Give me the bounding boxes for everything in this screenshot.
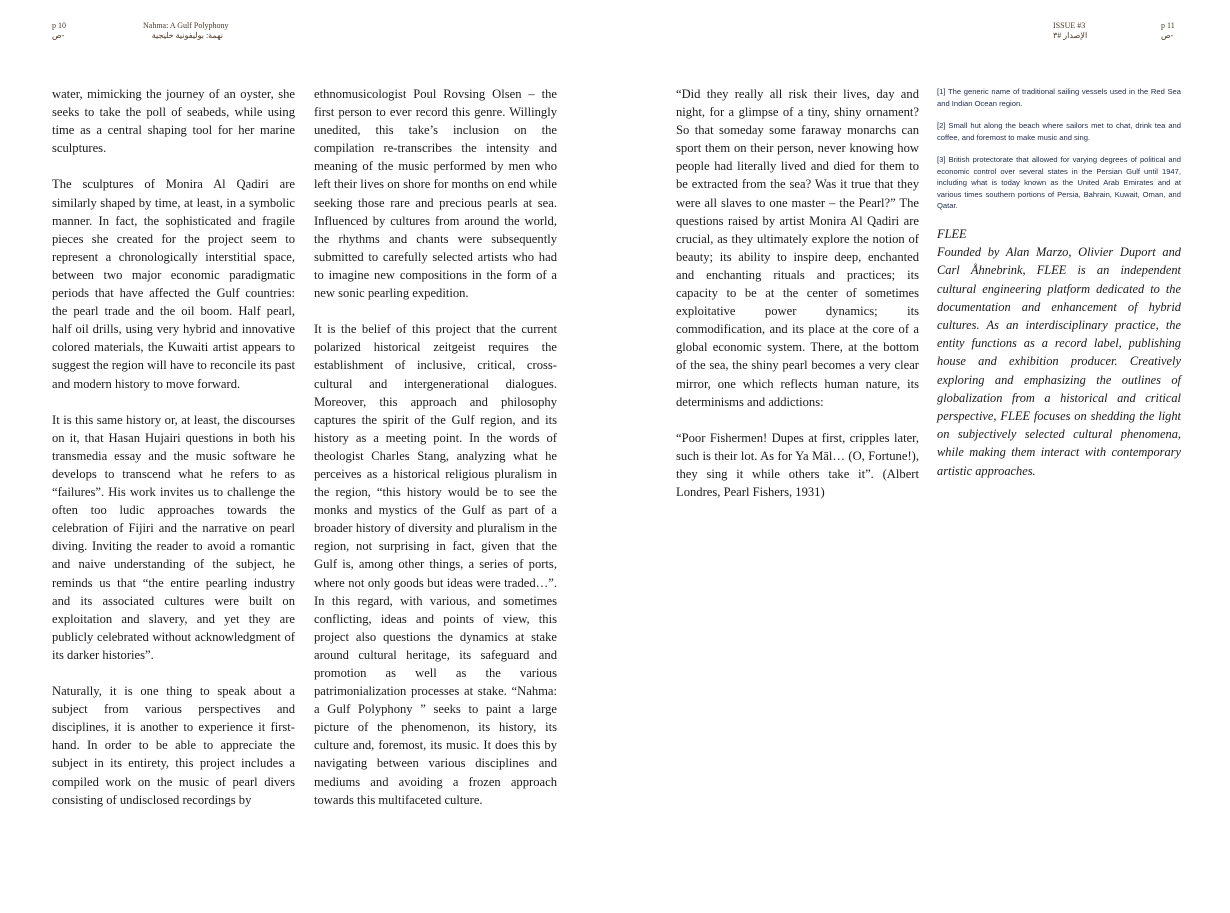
left-page-number: p 10 ص- [52, 21, 66, 40]
text-column-3: “Did they really all risk their lives, day and night, for a glimpse of a tiny, shiny ornament? So that someday some faraway monarchs can sport them on their person, never knowing how people had literally lived and died for them to be extracted from the sea? Was it true that they were all slaves to one master – the Pearl?” The questions raised by artist Monira Al Qadiri are crucial, as they ultimately explore the notion of beauty; its ability to inspire deep, enchanted and enchanting rituals and practices; its capacity to be at the center of sometimes exploitative power dynamics; its commodification, and its place at the core of a global economic system. There, at the bottom of the sea, the shiny pearl becomes a very clear mirror, one which reflects human nature, its determinisms and addictions: “Poor Fishermen! Dupes at first, cripples later, such is their lot. As for Ya Māl… (O, Fortune!), they sing it while others take it”. (Albert Londres, Pearl Fishers, 1931) [676, 87, 919, 500]
flee-bio [937, 225, 1181, 480]
running-title: Nahma: A Gulf Polyphony نهمة: بوليفونية خليجية [143, 21, 229, 40]
footnotes: [1] The generic name of traditional sailing vessels used in the Red Sea and Indian Ocean region. [2] Small hut along the beach where sailors met to chat, drink tea and coffee, and foremost to make music and sing. [3] British protectorate that allowed for varying degrees of political and economic control over several states in the Persian Gulf until 1947, including what is today known as the United Arab Emirates and at various times southern portions of Persia, Bahrain, Kuwait, Oman, and Qatar. [937, 87, 1181, 210]
text-column-2: ethnomusicologist Poul Rovsing Olsen – the first person to ever record this genre. Willingly unedited, this take’s inclusion on the compilation re-transcribes the intensity and meaning of the music performed by men who left their lives on shore for months on end while seeking those rare and precious pearls at sea. Influenced by cultures from around the world, the rhythms and chants were subsequently submitted to carefully selected artists who had to imagine new compositions in the form of a new sonic pearling expedition. It is the belief of this project that the current polarized historical zeitgeist requires the establishment of inclusive, critical, cross-cultural and intergenerational dialogues. Moreover, this approach and philosophy captures the spirit of the Gulf region, and its history as a meeting point. In the words of theologist Charles Stang, analyzing what he perceives as a historical religious pluralism in the region, “this history would be to see the monks and mystics of the Gulf as part of a broader history of diversity and pluralism in the region, not surprising in fact, given that the Gulf is, among other things, a series of ports, where not only goods but ideas were traded…”. In this regard, with various, and sometimes conflicting, ideas and points of view, this project also questions the dynamics at stake around cultural heritage, its safeguard and promotion as well as the various patrimonialization processes at stake. “Nahma: a Gulf Polyphony ” seeks to paint a large picture of the phenomenon, its history, its culture and, foremost, its music. It does this by navigating between various disciplines and mediums and avoiding a frozen approach towards this multifaceted culture. [314, 87, 557, 807]
issue-label: ISSUE #3 الإصدار #٣ [1053, 21, 1088, 40]
bio-text: Founded by Alan Marzo, Olivier Duport and Carl Åhnebrink, FLEE is an independent cultural engineering platform dedicated to the documentation and enhancement of hybrid cultures. As an interdisciplinary practice, the entity functions as a record label, publishing house and exhibition producer. Creatively exploring and emphasizing the outlines of globalization from a historical and critical perspective, FLEE focuses on shedding the light on subjectively selected cultural phenomena, while making them interact with contemporary artistic approaches. [937, 245, 1181, 478]
right-page-number: p 11 ص- [1161, 21, 1175, 40]
text-column-1: water, mimicking the journey of an oyster, she seeks to take the poll of seabeds, while using time as a central shaping tool for her marine sculptures. The sculptures of Monira Al Qadiri are similarly shaped by time, at least, in a symbolic manner. In fact, the sophisticated and fragile pieces she created for the project seem to represent a chronologically interstitial space, between two major economic paradigmatic periods that have affected the Gulf countries: the pearl trade and the oil boom. Half pearl, half oil drills, using very hybrid and innovative colored materials, the Kuwaiti artist appears to suggest the region will have to reconcile its past and modern history to move forward. It is this same history or, at least, the discourses on it, that Hasan Hujairi questions in both his transmedia essay and the music software he develops to transcend what he refers to as “failures”. His work invites us to challenge the often too ludic approaches towards the celebration of Fijiri and the narrative on pearl diving. Inviting the reader to avoid a romantic and naive understanding of the subject, he reminds us that “the entire pearling industry and its associated cultures were built on exploitation and slavery, and yet they are publicly celebrated without acknowledgment of its darker histories”. Naturally, it is one thing to speak about a subject from various perspectives and disciplines, it is another to experience it first-hand. In order to be able to appreciate the subject in its entirety, this project includes a compiled work on the music of pearl divers consisting of undisclosed recordings by [52, 87, 295, 807]
bio-title: FLEE [937, 227, 967, 241]
